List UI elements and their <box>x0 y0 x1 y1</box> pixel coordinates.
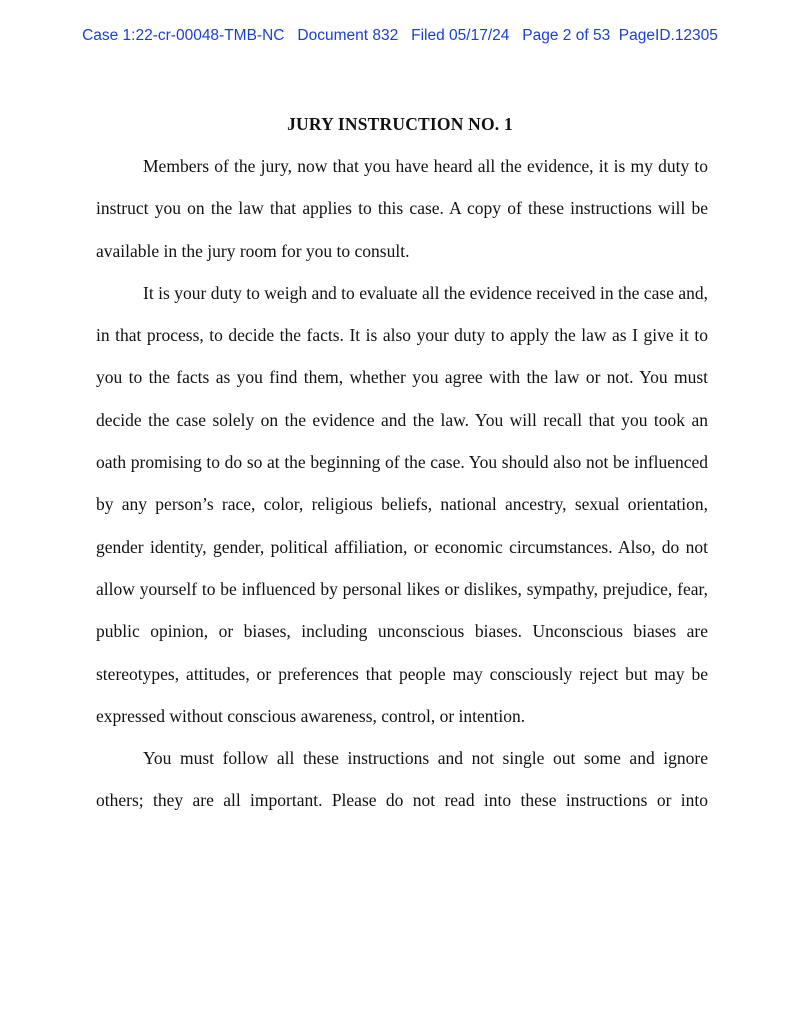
case-header-stamp: Case 1:22-cr-00048-TMB-NC Document 832 Filed 05/17/24 Page 2 of 53 PageID.12305 <box>82 27 718 44</box>
instruction-body <box>96 145 708 822</box>
paragraph-3: You must follow all these instructions and not single out some and ignore others; they are all important. Please do not read into these instructions or into <box>96 748 708 811</box>
page-title: JURY INSTRUCTION NO. 1 <box>287 114 513 134</box>
paragraph-2: It is your duty to weigh and to evaluate all the evidence received in the case and, in that process, to decide the facts. It is also your duty to apply the law as I give it to you to the facts as you find them, whether you agree with the law or not. You must decide the case solely on the evidence and the law. You will recall that you took an oath promising to do so at the beginning of the case. You should also not be influenced by any person’s race, color, religious beliefs, national ancestry, sexual orientation, gender identity, gender, political affiliation, or economic circumstances. Also, do not allow yourself to be influenced by personal likes or dislikes, sympathy, prejudice, fear, public opinion, or biases, including unconscious biases. Unconscious biases are stereotypes, attitudes, or preferences that people may consciously reject but may be expressed without conscious awareness, control, or intention. <box>96 282 708 726</box>
paragraph-1: Members of the jury, now that you have heard all the evidence, it is my duty to instruct you on the law that applies to this case. A copy of these instructions will be available in the jury room for you to consult. <box>96 156 708 261</box>
